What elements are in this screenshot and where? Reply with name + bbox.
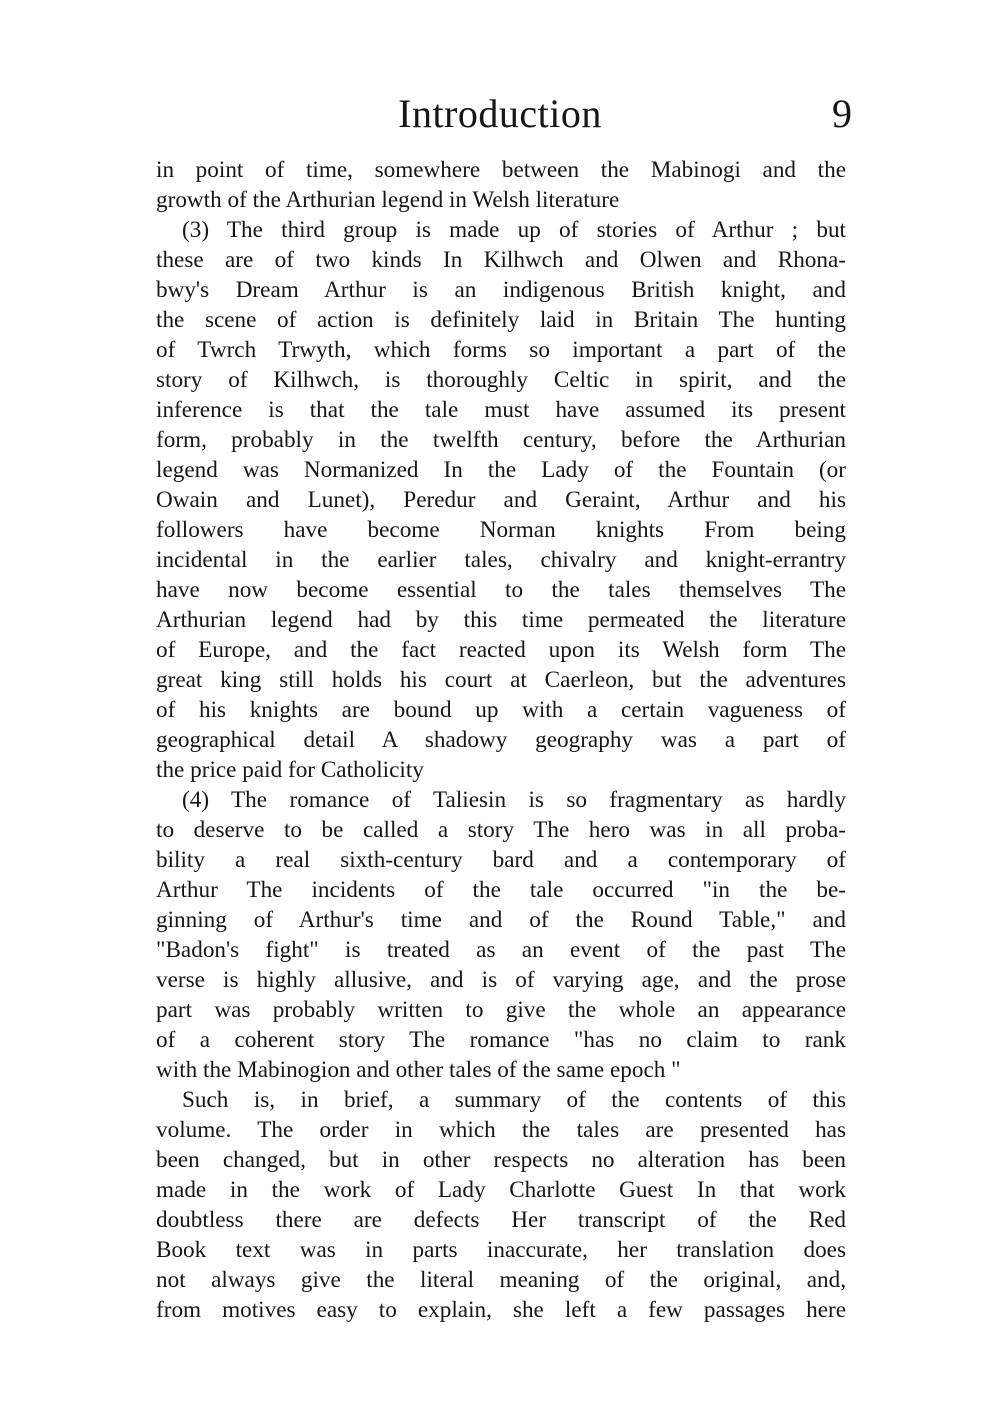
text-line: these are of two kinds In Kilhwch and Olwen and Rhona- (156, 247, 846, 273)
text-line: of his knights are bound up with a certain vagueness of (156, 697, 846, 723)
text-line: Arthurian legend had by this time permeated the literature (156, 607, 846, 633)
text-line: been changed, but in other respects no alteration has been (156, 1147, 846, 1173)
text-line: in point of time, somewhere between the Mabinogi and the (156, 157, 846, 183)
text-line: (4) The romance of Taliesin is so fragmentary as hardly (182, 787, 846, 813)
page-number: 9 (832, 91, 852, 136)
text-line: legend was Normanized In the Lady of the Fountain (or (156, 457, 846, 483)
text-line: made in the work of Lady Charlotte Guest In that work (156, 1177, 846, 1203)
text-line: with the Mabinogion and other tales of the same epoch " (156, 1057, 681, 1083)
text-line: part was probably written to give the whole an appearance (156, 997, 846, 1023)
text-line: of Twrch Trwyth, which forms so important a part of the (156, 337, 846, 363)
text-line: not always give the literal meaning of the original, and, (156, 1267, 846, 1293)
text-line: geographical detail A shadowy geography was a part of (156, 727, 846, 753)
text-line: to deserve to be called a story The hero was in all proba- (156, 817, 846, 843)
text-line: story of Kilhwch, is thoroughly Celtic in spirit, and the (156, 367, 846, 393)
text-line: great king still holds his court at Caerleon, but the adventures (156, 667, 846, 693)
text-line: have now become essential to the tales themselves The (156, 577, 846, 603)
body-text (156, 155, 846, 1325)
text-line: Owain and Lunet), Peredur and Geraint, Arthur and his (156, 487, 846, 513)
text-line: Arthur The incidents of the tale occurred "in the be- (156, 877, 846, 903)
text-line: of a coherent story The romance "has no claim to rank (156, 1027, 846, 1053)
text-line: incidental in the earlier tales, chivalry and knight-errantry (156, 547, 846, 573)
text-line: verse is highly allusive, and is of varying age, and the prose (156, 967, 846, 993)
text-line: volume. The order in which the tales are presented has (156, 1117, 846, 1143)
chapter-title: Introduction (398, 91, 602, 136)
text-line: followers have become Norman knights From being (156, 517, 846, 543)
text-line: growth of the Arthurian legend in Welsh literature (156, 187, 620, 213)
text-line: doubtless there are defects Her transcript of the Red (156, 1207, 846, 1233)
text-line: the price paid for Catholicity (156, 757, 424, 783)
text-line: Such is, in brief, a summary of the contents of this (182, 1087, 846, 1113)
text-line: Book text was in parts inaccurate, her translation does (156, 1237, 846, 1263)
text-line: form, probably in the twelfth century, before the Arthurian (156, 427, 846, 453)
running-head (0, 86, 1000, 142)
text-line: of Europe, and the fact reacted upon its Welsh form The (156, 637, 846, 663)
text-line: bwy's Dream Arthur is an indigenous British knight, and (156, 277, 846, 303)
text-line: "Badon's fight" is treated as an event of the past The (156, 937, 846, 963)
text-line: bility a real sixth-century bard and a contemporary of (156, 847, 846, 873)
text-line: from motives easy to explain, she left a few passages here (156, 1297, 846, 1323)
text-line: ginning of Arthur's time and of the Round Table," and (156, 907, 846, 933)
text-line: the scene of action is definitely laid in Britain The hunting (156, 307, 846, 333)
text-line: inference is that the tale must have assumed its present (156, 397, 846, 423)
text-line: (3) The third group is made up of stories of Arthur ; but (182, 217, 846, 243)
